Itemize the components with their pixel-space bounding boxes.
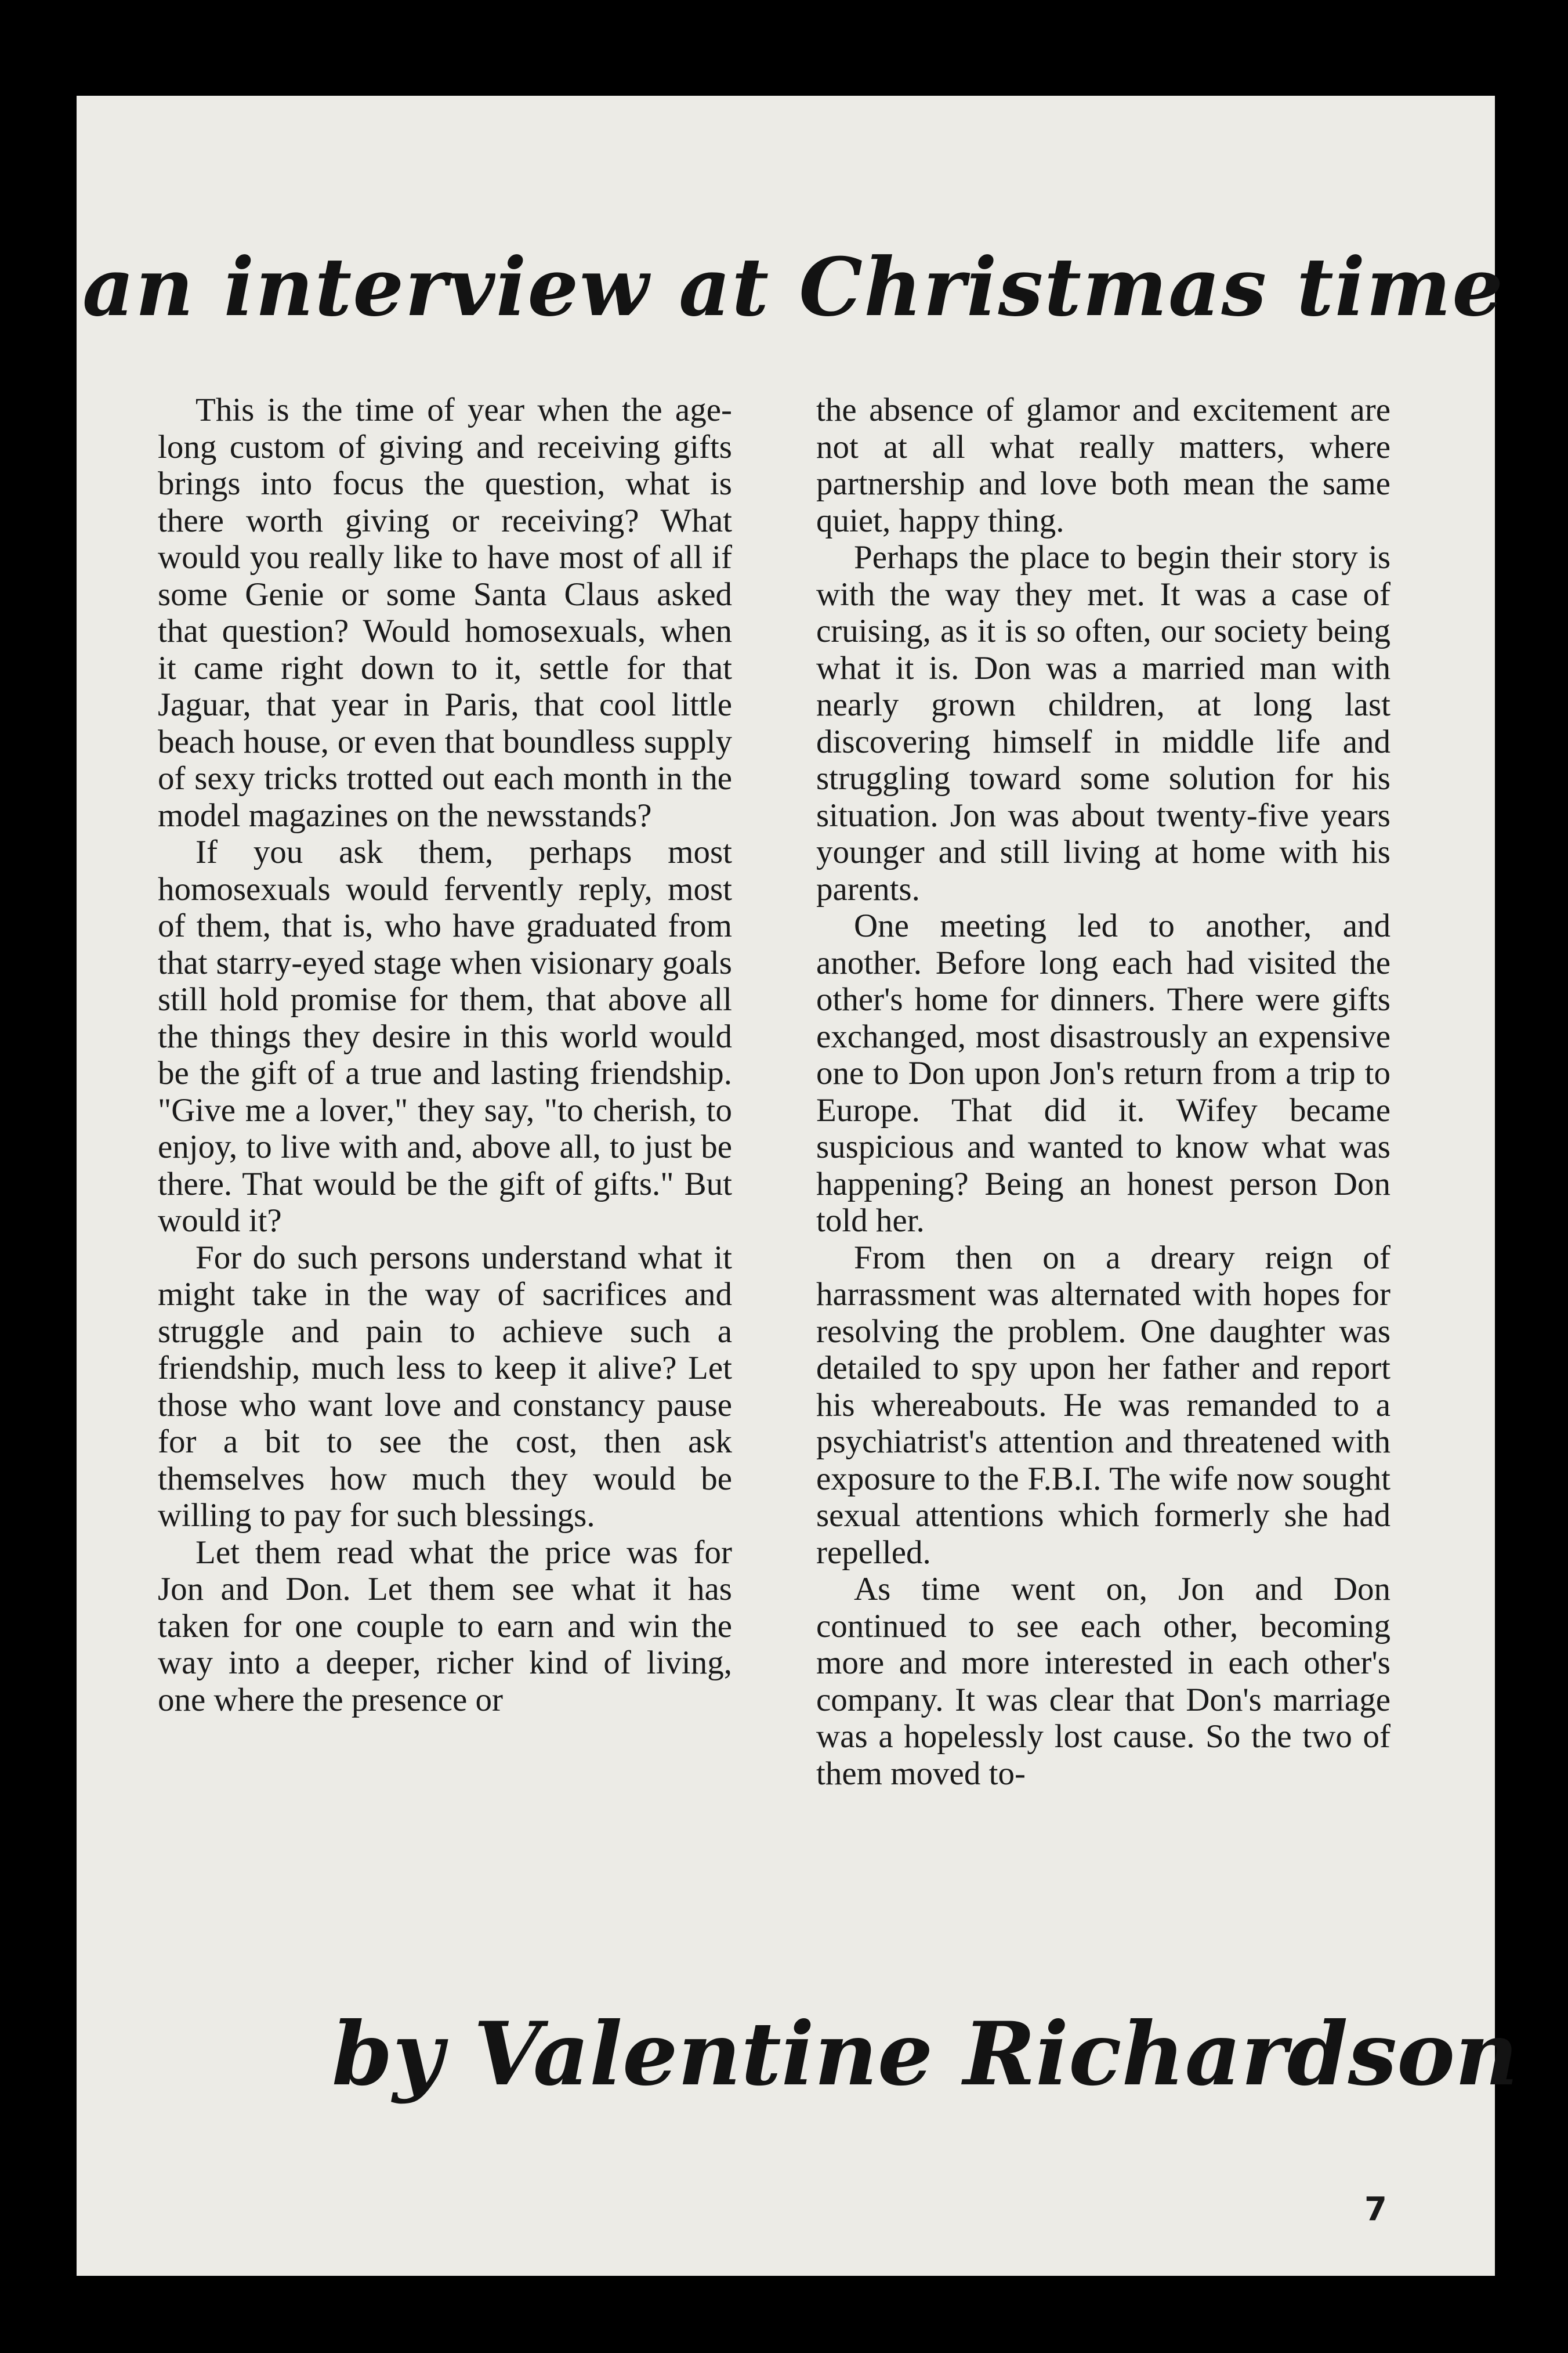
magazine-page bbox=[77, 96, 1519, 2276]
paragraph: This is the time of year when the age-long custom of giving and receiving gifts brings into focus the question, what is there worth giving or receiving? What would you really like to have most of all if some Genie or some Santa Claus asked that question? Would homosexuals, when it came right down to it, settle for that Jaguar, that year in Paris, that cool little beach house, or even that boundless supply of sexy tricks trotted out each month in the model magazines on the newsstands? bbox=[158, 392, 732, 834]
paragraph: Let them read what the price was for Jon and Don. Let them see what it has taken for one couple to earn and win the way into a deeper, richer kind of living, one where the presence or bbox=[158, 1534, 732, 1718]
author-byline: by Valentine Richardson bbox=[332, 2003, 1519, 2105]
paragraph: If you ask them, perhaps most homosexuals would fervently reply, most of them, that is, who have graduated from that starry-eyed stage when visionary goals still hold promise for them, that above all the things they desire in this world would be the gift of a true and lasting friendship. "Give me a lover," they say, "to cherish, to enjoy, to live with and, above all, to just be there. That would be the gift of gifts." But would it? bbox=[158, 834, 732, 1239]
right-column bbox=[816, 392, 1390, 1792]
paragraph: As time went on, Jon and Don continued to see each other, becoming more and more interested in each other's company. It was clear that Don's marriage was a hopelessly lost cause. So the two of them moved to- bbox=[816, 1571, 1390, 1792]
paragraph: From then on a dreary reign of harrassment was alternated with hopes for resolving the problem. One daughter was detailed to spy upon her father and report his whereabouts. He was remanded to a psychiatrist's attention and threatened with exposure to the F.B.I. The wife now sought sexual attentions which formerly she had repelled. bbox=[816, 1239, 1390, 1571]
paragraph-continued: the absence of glamor and excitement are not at all what really matters, where partnership and love both mean the same quiet, happy thing. bbox=[816, 392, 1390, 539]
article-title: an interview at Christmas time bbox=[82, 240, 1505, 334]
paragraph: For do such persons understand what it might take in the way of sacrifices and struggle and pain to achieve such a friendship, much less to keep it alive? Let those who want love and constancy pause for a bit to see the cost, then ask themselves how much they would be willing to pay for such blessings. bbox=[158, 1239, 732, 1534]
page-number: 7 bbox=[1364, 2191, 1387, 2228]
paragraph: Perhaps the place to begin their story is with the way they met. It was a case of cruising, as it is so often, our society being what it is. Don was a married man with nearly grown children, at long last discovering himself in middle life and struggling toward some solution for his situation. Jon was about twenty-five years younger and still living at home with his parents. bbox=[816, 539, 1390, 908]
paragraph: One meeting led to another, and another. Before long each had visited the other's home for dinners. There were gifts exchanged, most disastrously an expensive one to Don upon Jon's return from a trip to Europe. That did it. Wifey became suspicious and wanted to know what was happening? Being an honest person Don told her. bbox=[816, 908, 1390, 1239]
left-column bbox=[158, 392, 732, 1718]
